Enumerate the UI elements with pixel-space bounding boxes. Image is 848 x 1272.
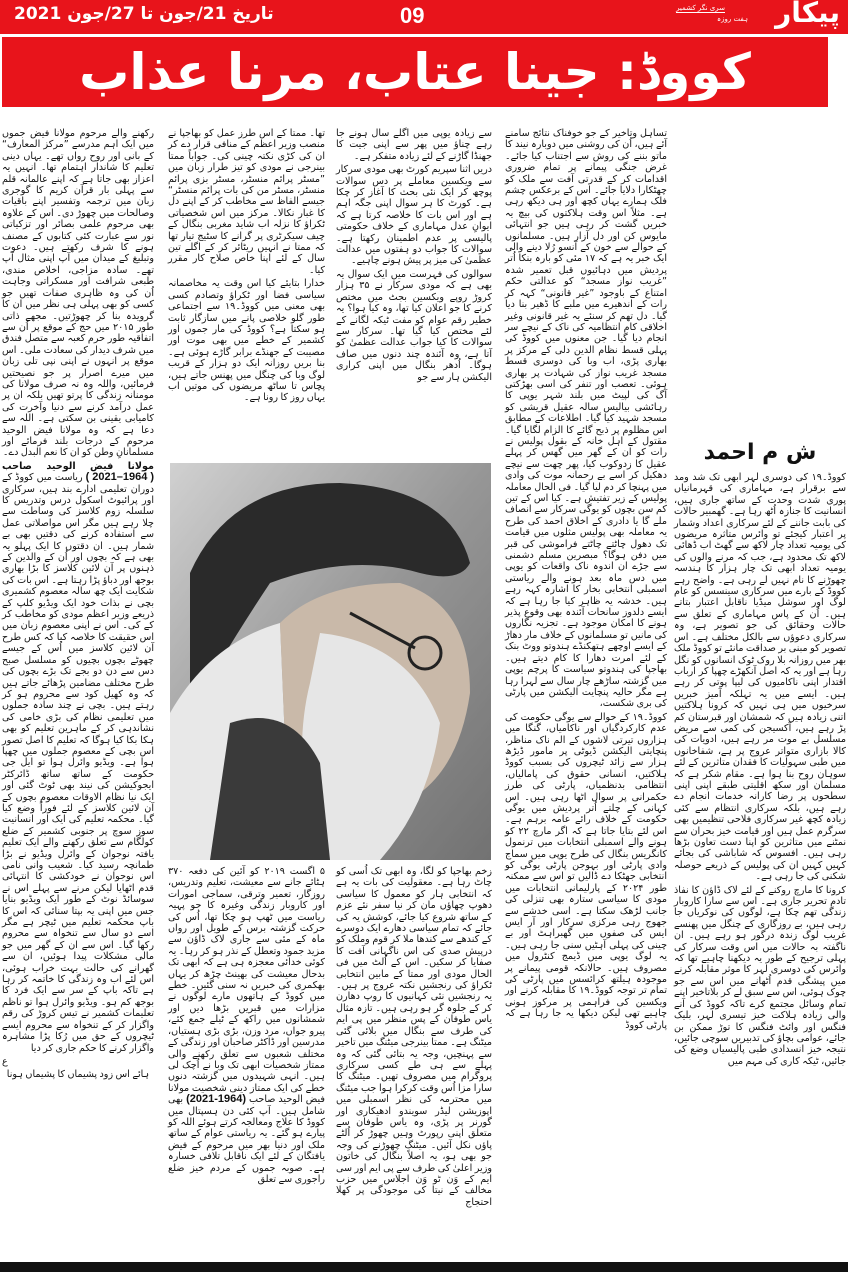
- issue-date: تاریخ 21/جون تا 27/جون 2021: [14, 4, 274, 24]
- years-label: ( 1964–2021 ): [85, 471, 154, 484]
- page-number: 09: [400, 3, 425, 28]
- paragraph: کرونا کا مارچ روکنے کے لئے لاک ڈاؤن کا نفاذ تادم تحریر جاری ہے۔ اس سے سارا کاروبار زندگی تھم چکا ہے، لوگوں کی نوکریاں جا رہی ہیں، بے روزگاری کے چنگل میں پھنسے غریب لوگ زندہ درگور ہو رہے ہیں۔ ان ناگفتہ بہ حالات میں اس وقت سرکار کی پہلی ترجیح کے طور یہ دیکھنا چاہیے تھا کہ وائرس کی دوسری لہر کا موثر مقابلہ کرنے میں پیشگی قدم اُٹھانے میں اس سے جو چوک ہوئی، اس سے سبق لے کر بلاتاخیر اپنے تمام وسائل مجتمع کرے تاکہ کووڈ کی آنے والی زیادہ ہلاکت خیز تیسری لہر، بلیک فنگس اور وائٹ فنگس کا توڑ ممکن بن جائے، عوامی بچاؤ کی تدبیریں سوچی جائیں، نتیجہ خیز انسدادی طبی پالیسیاں وضع کی جائیں، ٹیکہ کاری کی مہم میں: [674, 884, 846, 1067]
- paragraph: کووڈ۔۱۹ کی دوسری لہر ابھی تک شد ومد سے برقرار ہے، مہاماری کی قہرمانیاں پوری شدت وحدت کے ساتھ جاری ہیں، انسانیت کا جنازہ اُٹھ رہا ہے۔ گھمبیر حالات کی بابت جاننے کے لئے سرکاری اعداد وشمار پر اعتبار کیجئے تو وائرس متاثرہ مریضوں کی یومیہ تعداد چار لاکھ سے گھٹ اب ڈھائی لاکھ تک محدود ہے، جب کہ مرنے والوں کی یومیہ تعداد ابھی تک چار ہزار کا ہندسہ چھوڑنے کا نام نہیں لے رہی ہے۔ واضح رہے کووڈ کے بارے میں سرکاری سینسس کو عام لوگ اور سوشل میڈیا ناقابل اعتبار بتاتے ہیں۔ اُن کے پاس مہاماری کے تعلق سے حالات وحقائق کی جو تصویر ہے، وہ سرکاری دعوؤں سے بالکل مختلف ہے۔ اس تصویر کو مبنی بر صداقت مانئے تو کووڈ ملک بھر میں روزانہ بلا روک ٹوک انسانوں کو نگل رہا ہے اور یہ کہ اصل آنکھڑے چھپا کر ارباب اقتدار اپنی ناکامیوں کی لیپا پوتی کر رہے ہیں۔ ایسے میں یہ تہلکہ آمیز خبریں سرخیوں میں ہی نہیں کہ کرونا ہلاکتیں اتنی زیادہ ہیں کہ شمشان اور قبرستان کم پڑ رہے ہیں، آکسیجن کی کمی سے مریض مسلسل بے موت مر رہے ہیں، ادویات کی کالا بازاری متواتر عروج پر ہے، شفاخانوں میں طبی سہولیات کا فقدان متاثرین کے لئے سوہان روح بنا ہوا ہے۔ مقام شکر ہے کہ مسلمان اور سکھ اقلیتی طبقے اپنی اپنی سطحوں پر رضا کارانہ خدمات انجام دے رہے ہیں، بلکہ سرکاری انتظام سے کئی زیادہ کچھ غیر سرکاری فلاحی تنظیمیں بھی سرگرم عمل ہیں اور قیامت خیز بحران سے نمٹنے میں متاثرین کو اپنا دست تعاون بڑھا رہی ہیں۔ افسوس کہ شاباشی کی بجائے کہیں کہیں ان کی پولیس کے ذریعے حوصلہ شکنی کی جا رہی ہے۔: [674, 472, 846, 883]
- paragraph: [168, 866, 325, 1185]
- paragraph: سے زیادہ یوپی میں اگلے سال ہونے جا رہے چناؤ میں پھر سے اپنی جیت کا جھنڈا گاڑنے کے لئے زیادہ متفکر ہے۔: [336, 128, 492, 162]
- paragraph: زخم بھاجپا کو لگا، وہ ابھی تک اُسی کو چاٹ رہا ہے۔ معقولیت کی بات یہ ہے کہ انتخابی ہار کو معمول کا سیاسی دھوپ چھاؤں مان کر نیا سفر نئے عزم کے ساتھ شروع کیا جائے، کوشش یہ کی جائے کہ تمام سیاسی دھارے ایک دوسرے کے کندھے سے کندھا ملا کر قوم وملک کو درپیش صدی کی اس ناگہانی آفت کا صفایا کر سکیں۔ اس کے اُلٹ میں فی الحال مودی اور ممتا کے مابین انتخابی ٹکراؤ کی رنجشیں نکتہ عروج پر ہیں۔ یہ رنجشیں نئی کہانیوں کا روپ دھارن کر کے جلوہ گر ہو رہی ہیں۔ تازہ مثال یاس طوفان کے پس منظر میں پی ایم کی طرف سے بنگال میں بلائی گئی میٹنگ ہے۔ ممتا بینرجی میٹنگ میں تاخیر سے پہنچیں، وجہ یہ بتائی گئی کہ وہ پہلے سے ہی طے کسی سرکاری پروگرام میں مصروف تھیں۔ میٹنگ کا سارا مزا اُس وقت کرکرا ہوا جب میٹنگ میں محترمہ کی نظر اسمبلی میں اپوزیشن لیڈر سویندو ادھیکاری اور گورنر پر پڑی، وہ یاس طوفان سے متعلق اپنی رپورٹ وہیں چھوڑ کر اُلٹے پاؤں نکل آئیں۔ میٹنگ چھوڑنے کی وجہ جو بھی ہو، یہ اصلاً بنگال کی خاتون وزیر اعلیٰ کی طرف سے پی ایم اور سی ایم کے وَن ٹو وَن اجلاس میں حزب مخالف کے نیتا کی موجودگی پر کھلا احتجاج: [336, 866, 492, 1208]
- portrait-image: [170, 463, 491, 860]
- photo-caption: مولانا فیض الوحید صاحب: [2, 460, 154, 472]
- footer-rule: [0, 1262, 848, 1272]
- text-span: ریاست میں کووڈ کے دوران تعلیمی ادارے بند ہیں، سرکاری اور پرائیوٹ اسکول درس وتدریس کا سلسلہ زوم کلاسز کی وساطت سے چلا رہے ہیں مگر اس مواصلاتی عمل سے استفادہ کرنے کی دقتیں بھی بے شمار ہیں۔ ان دقتوں کا ایک پہلو یہ بھی ہے کہ بچوں اور اُن کے والدین کے ذہنوں پر آن لائین کلاسز کا بڑا بھاری بوجھ اور دباؤ پڑا رہتا ہے۔ اس بات کی شکایت ایک چھ سالہ معصوم کشمیری بچی نے بذات خود ایک ویڈیو کلپ کے ذریعے وزیر اعظم مودی کو مخاطب کر کے کی۔ اس نے اپنی معصوم زبان میں اس حقیقت کا خلاصہ کیا کہ کس طرح آن لائین کلاسز میں اُس کے جیسے چھوٹے بچوں بچیوں کو مسلسل صبح دس سے دن دو بجے تک بڑے بچوں کی طرح مختلف مضامین پڑھائے جاتے ہیں کہ وہ کھیل کود سے محروم ہو کر رہتے ہیں۔ بچی نے چند سادہ جملوں میں تعلیمی نظام کی بڑی خامی کی نشاندہی کر کے ماہرین تعلیم کو بھی ہکا بکا کیا ہوگا کہ تعلیم کا اصل تصور اس بچی کے معصوم جملوں میں چھپا ہوا ہے۔ ویڈیو وائرل ہوا تو ایل جی حکومت کے ساتھ ساتھ ڈائرکٹر ایجوکیشن کی نیند بھی ٹوٹ گئی اور ایک نیا نظام الاوقات معصوم بچوں کے آن لائین کلاسز کے لئے فوراً وضع کیا گیا۔ محکمہ تعلیم کی ایک اور انسانیت سوز سوچ پر جنوبی کشمیر کے ضلع کولگام سے تعلق رکھنے والے ایک تعلیم یافتہ نوجوان کے وائرل ویڈیو نے بڑا طمانچہ رسید کیا۔ شعیب وانی نامی اس نوجوان نے خودکشی کا انتہائی قدم اٹھایا لیکن مرنے سے پہلے اس نے سوسائڈ نوٹ کے طور ایک ویڈیو بنایا جس میں اپنی یہ بپتا سنائی کہ اس کا باپ محکمہ تعلیم میں ٹیچر ہے مگر اسے دو سال سے تنخواہ سے محروم رکھا گیا۔ اس سے ان کے گھر میں جو مالی مشکلات پیدا ہوئیں، ان سے گھرانے کی حالت بہت خراب ہوئی، اس لئے اب وہ زندگی کا خاتمہ کر رہا ہے تاکہ باپ کے سر سے ایک فرد کا بوجھ کم ہو۔ ویڈیو وائرل ہوا تو ناظم تعلیمات کشمیر نے تیس کروڑ کی رقم واگزار کر کے تنخواہ سے محروم ایسے ٹیچروں کے حق میں رُکا پڑا مشاہرہ واگزار کرنے کا حکم جاری کر دیا: [2, 472, 154, 1054]
- newspaper-logo: [640, 0, 840, 34]
- paragraph: سوالوں کی فہرست میں ایک سوال یہ بھی ہے کہ مودی سرکار نے ۳۵ ہزار کروڑ روپے ویکسین بجٹ میں مختص کرنے کا جو اعلان کیا تھا، وہ کیا ہوا؟ یہ خطیر رقم عوام کو مفت ٹیکہ لگانے کے لئے مختص کیا گیا تھا۔ سرکار سے سوالات کا کیا جواب عدالت عظمیٰ کو آتا ہے، وہ آئندہ چند دنوں میں صاف ہوگا۔ اُدھر بنگال میں اپنی کراری الیکشن ہار سے جو: [336, 268, 492, 383]
- verse-line: ہائے اس زود پشیماں کا پشیماں ہونا: [6, 1069, 150, 1081]
- paragraph: دریں اثنا سپریم کورٹ بھی مودی سرکار سے ویکسین معاملے پر دس سوالات پوچھ کر ایک نئی بحث کا آغاز کر چکا ہے۔ کورٹ کا ہر سوال اپنی جگہ اہم ہے اور اس بات کا خلاصہ کرتا ہے کہ ایوانِ عدل مہاماری کے خلاف حکومتی پالیسی پر عدم اطمینان رکھتا ہے۔ سوالات کا جواب دو ہفتوں میں عدالت عظمیٰ کی میز پر پیش ہونے چاہیے۔: [336, 164, 492, 267]
- paragraph: خدارا بتایئے کیا اس وقت یہ مخاصمانہ سیاسی فضا اور ٹکراؤ وتصادم کسی بھی معنی میں کووڈ۔۱۹ سے اجتماعی طور گلو خلاصی پانے میں سازگار ثابت ہو سکتا ہے؟ کووڈ کی مار جموں اور کشمیر کے خطے میں بھی موت اور مصیبت کے جھنڈے برابر گاڑے ہوئی ہے۔ بنا بریں روزانہ ایک دو ہزار کے قریب لوگ وبا کی چنگل میں پھنس جاتے ہیں، پچاس تا ساٹھ مریضوں کی موتیں اب یہاں روز کا رونا ہے۔: [168, 278, 325, 404]
- author-byline: ش م احمد: [703, 440, 817, 465]
- article-column-b-bottom: [168, 866, 325, 1187]
- paragraph: [2, 472, 154, 1054]
- article-column-c-bottom: [336, 866, 492, 1210]
- article-column-c-top: [336, 128, 492, 385]
- text-span: بھی شامل ہیں۔ آپ کئی دن ہسپتال میں کووڈ کا علاج ومعالجہ کرتے ہوئے اللہ کو پیارے ہو گئے۔ یہ ریاستی عوام کے ساتھ ملک اور دنیا بھر میں مرحوم کے فیض یافتگان کے لئے ایک ناقابل تلافی خسارہ ہے۔ صوبہ جموں کے مردم خیز ضلع راجوری سے تعلق: [168, 1094, 325, 1185]
- article-column-a: [2, 128, 154, 1081]
- paragraph: کووڈ۔۱۹ کے حوالے سے یوگی حکومت کی عدم کارکردگیاں اور ناکامیاں، گنگا میں ہزاروں تیرتی لاشوں کے الم ناک مناظر، پنچایتی الیکشن ڈیوٹی پر مامور ڈیڑھ ہزار سے زائد ٹیچروں کی بسبب کووڈ ہلاکتیں، انسانی حقوق کی پامالیاں، انتظامی بدنظمیاں، پارٹی کی طرز حکمرانی پر سوال اٹھا رہی ہیں۔ اس کہانی کے چلتے اُتر پردیش میں یوگی حکومت کے خلاف رائے عامہ برہم ہے۔ اس لئے بتایا جاتا ہے کہ اگر مارچ ۲۲ کو ہونے والے اسمبلی انتخابات میں ترنمول کانگریس بنگال کی طرح یوپی میں سماج وادی پارٹی اور بہوجن پارٹی یوگی کو انتخابی جھٹکا دے ڈالیں تو اس سے ممکنہ طور ۲۰۲۴ کے پارلیمانی انتخابات میں مودی کا سیاسی ستارہ بھی تنزلی کی جانب لڑھک سکتا ہے۔ اسی خدشے سے جھوج رہی مرکزی سرکار اور آر ایس ایس کی صفوں میں گھبراہٹ اور بے چینی کی پہلی آہٹیں سنی جا رہی ہیں۔ یہ لوگ یوپی میں ڈیمج کنٹرول میں مصروف ہیں۔ حالانکہ قومی پیمانے پر موجودہ ہیلتھ کرائسس میں پارٹی کی تمام تر توجہ کووڈ۔۱۹ کا مقابلہ کرنے اور ویکسین کی فراہمی پر مرکوز ہونی چاہیے تھی لیکن دیکھا یہ جا رہا ہے کہ پارٹی کووڈ: [505, 711, 667, 1031]
- logo-weekly: ہفت روزہ: [717, 15, 748, 23]
- years-label: (1964-2021): [186, 1093, 247, 1106]
- logo-city: سری نگر کشمیر: [676, 4, 725, 12]
- paragraph: تھا۔ ممتا کے اس طرز عمل کو بھاجپا نے منصب وزیر اعظم کے منافی قرار دے کر ان کی کڑی نکتہ چینی کی۔ جواباً ممتا بینرجی نے مودی کو تیز طرار زبان میں ”مسٹر پرائم منسٹر، مسٹر بزی پرائم منسٹر، مسٹر من کی بات پرائم منسٹر“ جیسے الفاظ سے مخاطب کر کے اپنے دل کا غبار نکالا۔ مرکز میں اس شخصیاتی ٹکراؤ کا نزلہ اب شاید مغربی بنگال کے چیف سیکرٹری پر گرانے کا سٹیج تیار تھا کہ ممتا نے انہیں ریٹائر کر کے اگلے تین سال کے لئے اپنا خاص صلاح کار مقرر کیا۔: [168, 128, 325, 276]
- paragraph: رکھنے والے مرحوم مولانا فیض جموں میں ایک اہم مدرسے ”مرکز المعارف“ کے بانی اور روح رواں تھے۔ یہاں دینی تعلیم کا شاندار اہتمام تھا۔ انہیں یہ اعزاز بھی جاتا ہے کہ اپنے عالمانہ قلم سے پہلی بار قرآن کریم کا گوجری زبان میں ترجمہ وتفسیر اپنے باقیات وصالحات میں چھوڑ دی۔ اس کے علاوہ بھی مرحوم علمی بصائر اور تزکیاتی نور سے عبارت کئی کتابوں کے مصنف ہونے کا شرف رکھتے ہیں۔ دعوت وتبلیغ کے میدان میں آپ اپنی مثال آپ تھے۔ سادہ مزاجی، اخلاص مندی، طبعی شرافت اور مسکراتی وجاہت اُن کی وہ ظاہری صفات تھیں جو کسی کو بھی پہلی ہی نظر میں ان کا گرویدہ بنا کر چھوڑتیں۔ مجھے ذاتی طور ۲۰۱۵ میں حج کے موقع پر اُن سے اتفاقیہ طور حرم کعبہ سے متصل فندق میں شرف دیدار کی سعادت ملی۔ اس موقع پر انہوں نے اپنی نپی تلی زبان میں میرے اصرار پر جو نصیحتیں فرمائیں، واللہ وہ نہ صرف مولانا کی مومنانہ زندگی کا پرتو تھیں بلکہ ان پر عمل درآمد کرنے سے دنیا وآخرت کی کامیابی یقینی بن سکتی ہے۔ اللہ سے دعا ہے کہ وہ مولانا فیض الوحید مرحوم کے درجات بلند فرمائے اور مسلمانانِ وطن کو ان کا نعم البدل دے۔: [2, 128, 154, 459]
- main-headline: کووڈ: جینا عتاب، مرنا عذاب: [2, 37, 828, 107]
- text-span: ۵ اگست ۲۰۱۹ کو آئین کی دفعہ ۳۷۰ ہٹائے جانے سے معیشت، تعلیم وتدریس، روزگار، تعمیر وترقی، سماجی امورات اور کاروبار زندگی وغیرہ کا جو پہیہ ریاست میں ٹھپ ہو چکا تھا، اُس کی حرکت گزشتہ برس کے طویل اور رواں ماہ کے مئی سے جاری لاک ڈاؤن سے مزید جمود وتعطل کے نذر ہو کر رہا۔ یہ کوئی خدائی معجزہ ہی ہے کہ ابھی تک بدحال معیشت کی بھینٹ چڑھ کر یہاں بھکمری کی خبریں نہ سنی گئیں۔ خطے میں کووڈ کے ہاتھوں مارے لوگوں نے مزارات میں قبریں بڑھا دیں اور شمشانوں میں راکھ کے ٹیلے جمع کئے، پیرو جواں، مرد وزن، بڑی بڑی ہستیاں، مدرسین اور ڈاکٹر صاحبان اور زندگی کے مختلف شعبوں سے تعلق رکھنے والی ممتاز شخصیات ابھی تک وبا نے اُچک لی ہیں۔ انہی شہیدوں میں گزشتہ دنوں خطے کی ایک ممتاز دینی شخصیت مولانا فیض الوحید صاحب: [168, 866, 325, 1106]
- article-column-b-top: [168, 128, 325, 406]
- article-column-d: [505, 128, 667, 1033]
- portrait-photo: [170, 463, 491, 860]
- logo-name: پیکار: [775, 0, 840, 29]
- article-column-e: [674, 472, 846, 1069]
- paragraph: تساہل وتاخیر کے جو خوفناک نتائج سامنے آئے ہیں، اُن کی روشنی میں دوبارہ نیند کا ماتو بننے کی روش سے اجتناب کیا جائے۔ غرض جنگی پیمانے پر تمام ضروری اقدامات کر کے قدرتی آفت سے ملک کو چھٹکارا دلایا جائے۔ اس کے برعکس چشم فلک ہمارے یہاں کچھ اور ہی دیکھ رہی ہے۔ مثلاً اس وقت ہلاکتوں کی بیچ یہ خبریں گشت کر رہی ہیں جو انتہائی مایوس کن اور دل آزار ہیں۔ مسلمانوں کے حوالے سے خون کے آنسو رُلا دینے والی ایک خبر یہ ہے کہ ۱۷ مئی کو بارہ بنکا اُتر پردیش میں دہائیوں قبل تعمیر شدہ ”غریب نواز مسجد“ کو عدالتی حکم امتناع کے باوجود ”غیر قانونی“ کہہ کر رات کے اندھیرے میں ملبے کا ڈھیر بنا دیا گیا۔ دل تھم کر سنئے یہ غیر قانونی وغیر اخلاقی کام انتظامیہ کی ناک کے نیچے سر انجام دیا گیا۔ جن معنوں میں کووڈ کی پہلی قسط نظام الدین دلی کے مرکز پر بھاری پڑی، اب وبا کی دوسری قسط مسجد غریب نواز کی شہادت پر بھاری ہوئی۔ تعصب اور تنفر کی اسی بھڑکتی آگ کی لپیٹ میں بلند شہر یوپی کا رہائشی بیالیس سالہ عقیل قریشی کو مسجد شہید کیا گیا۔ اطلاعات کے مطابق اس مظلوم پر ذبح گائے کا الزام لگایا گیا۔ مقتول کے اہل خانہ کے بقول پولیس نے رات کو ان کے گھر میں گھس کر پہلے عقیل کا زدوکوب کیا، پھر چھت سے نیچے دھکیل کر اسے بے رحمانہ موت کی وادی میں پہنچا کر دم لیا گیا۔ فی الحال معاملہ پولیس کے زیر تفتیش ہے۔ کیا اس کے تین کم سن بچوں کو یوگی سرکار سے انصاف ملے گا یا دادری کے اخلاق احمد کی طرح یہ معاملہ بھی پولیس مثلوں میں قیامت تک دھول چاٹتے چاٹتے فراموشی کی قبر میں دفن ہوگا؟ مبصرین مسلم دشمنی سے جڑے ان اندوہ ناک واقعات کو یوپی میں دس ماہ بعد ہونے والے ریاستی اسمبلی انتخابی بخار کا اشارہ کہہ رہے ہیں۔ خدشہ یہ ظاہر کیا جا رہا ہے کہ ایسے دلدوز سانحات آئندہ بھی وقوع پذیر ہونے کا امکان موجود ہے۔ تجزیہ نگاروں کی مانیں تو مسلمانوں کے خلاف مار دھاڑ کے ایسے اوچھے ہتھکنڈے ہندوتو ووٹ بنک کے لئے امرت دھارا کا کام دیتے ہیں۔ بھاجپا کی ہندوتو سیاست کا پرچم یوپی میں گزشتہ ساڑھے چار سال سے لہرا رہا ہے مگر حالیہ پنچایت الیکشن میں پارٹی کی بری شکست،: [505, 128, 667, 710]
- masthead-bar: [0, 0, 848, 34]
- verse-mark: ع: [2, 1055, 8, 1067]
